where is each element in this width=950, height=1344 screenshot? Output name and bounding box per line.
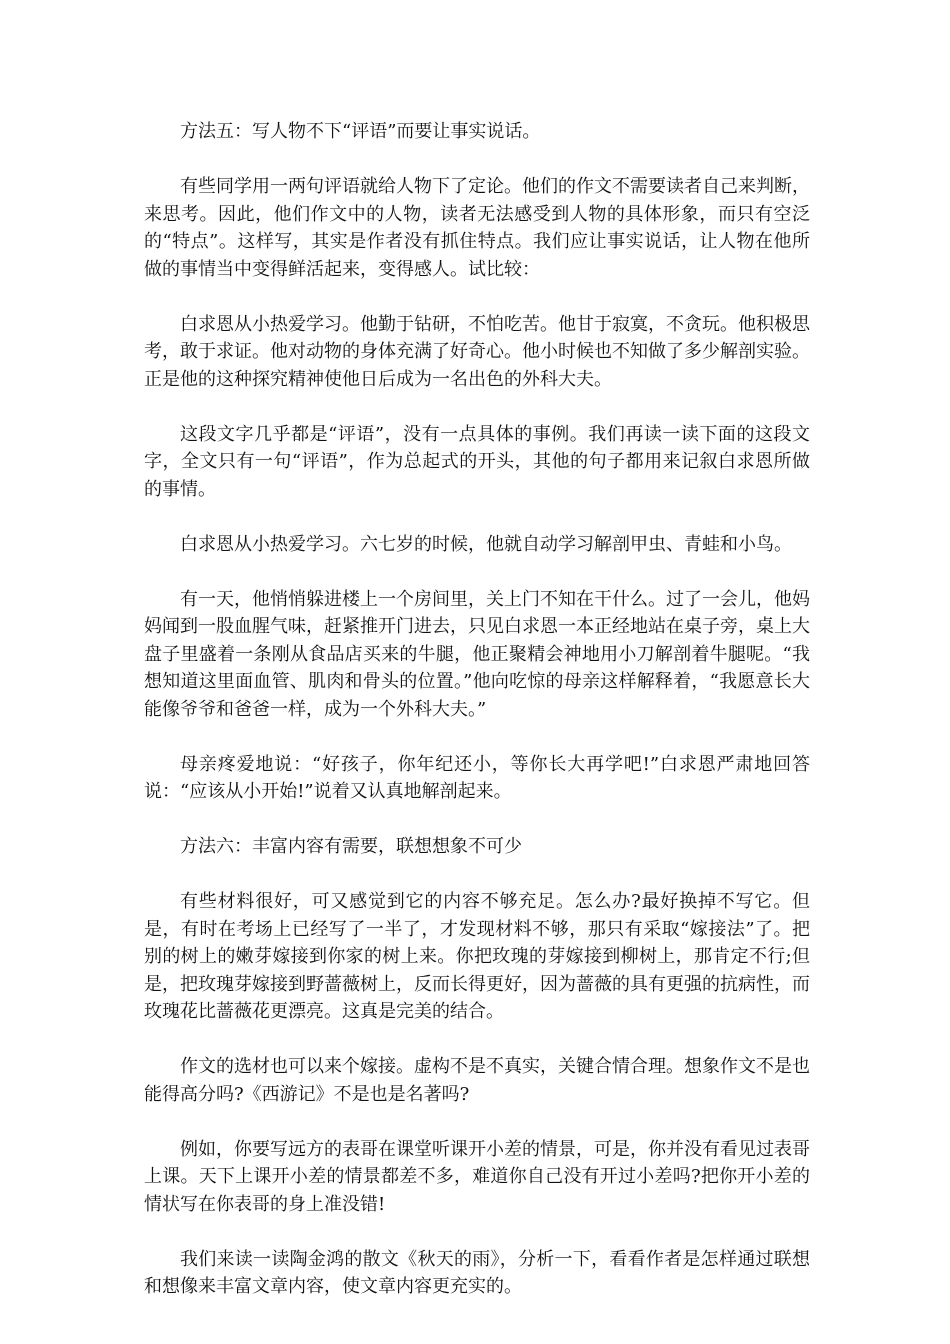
paragraph: 例如，你要写远方的表哥在课堂听课开小差的情景，可是，你并没有看见过表哥上课。天下上课开小差的情景都差不多，难道你自己没有开过小差吗?把你开小差的情状写在你表哥的身上准没错! [144,1138,810,1215]
paragraph: 有些材料很好，可又感觉到它的内容不够充足。怎么办?最好换掉不写它。但是，有时在考场上已经写了一半了，才发现材料不够，那只有采取“嫁接法”了。把别的树上的嫩芽嫁接到你家的树上来。你把玫瑰的芽嫁接到柳树上，那肯定不行;但是，把玫瑰芽嫁接到野蔷薇树上，反而长得更好，因为蔷薇的具有更强的抗病性，而玫瑰花比蔷薇花更漂亮。这真是完美的结合。 [144,891,810,1022]
document-body [144,118,810,1301]
paragraph: 我们来读一读陶金鸿的散文《秋天的雨》，分析一下，看看作者是怎样通过联想和想像来丰富文章内容，使文章内容更充实的。 [144,1248,810,1297]
paragraph: 这段文字几乎都是“评语”，没有一点具体的事例。我们再读一读下面的这段文字，全文只有一句“评语”，作为总起式的开头，其他的句子都用来记叙白求恩所做的事情。 [144,423,810,500]
heading-method-five: 方法五：写人物不下“评语”而要让事实说话。 [180,121,541,142]
example-paragraph: 母亲疼爱地说：“好孩子，你年纪还小，等你长大再学吧!”白求恩严肃地回答说：“应该从小开始!”说着又认真地解剖起来。 [144,753,810,802]
heading-method-six: 方法六：丰富内容有需要，联想想象不可少 [180,836,522,857]
example-paragraph: 有一天，他悄悄躲进楼上一个房间里，关上门不知在干什么。过了一会儿，他妈妈闻到一股血腥气味，赶紧推开门进去，只见白求恩一本正经地站在桌子旁，桌上大盘子里盛着一条刚从食品店买来的牛腿，他正聚精会神地用小刀解剖着牛腿呢。“我想知道这里面血管、肌肉和骨头的位置。”他向吃惊的母亲这样解释着，“我愿意长大能像爷爷和爸爸一样，成为一个外科大夫。” [144,588,810,720]
example-paragraph: 白求恩从小热爱学习。六七岁的时候，他就自动学习解剖甲虫、青蛙和小鸟。 [180,533,792,555]
paragraph: 作文的选材也可以来个嫁接。虚构不是不真实，关键合情合理。想象作文不是也能得高分吗?《西游记》不是也是名著吗? [144,1056,810,1105]
example-paragraph: 白求恩从小热爱学习。他勤于钻研，不怕吃苦。他甘于寂寞，不贪玩。他积极思考，敢于求证。他对动物的身体充满了好奇心。他小时候也不知做了多少解剖实验。正是他的这种探究精神使他日后成为一名出色的外科大夫。 [144,313,810,390]
paragraph: 有些同学用一两句评语就给人物下了定论。他们的作文不需要读者自己来判断，来思考。因此，他们作文中的人物，读者无法感受到人物的具体形象，而只有空泛的“特点”。这样写，其实是作者没有抓住特点。我们应让事实说话，让人物在他所做的事情当中变得鲜活起来，变得感人。试比较： [144,176,810,280]
